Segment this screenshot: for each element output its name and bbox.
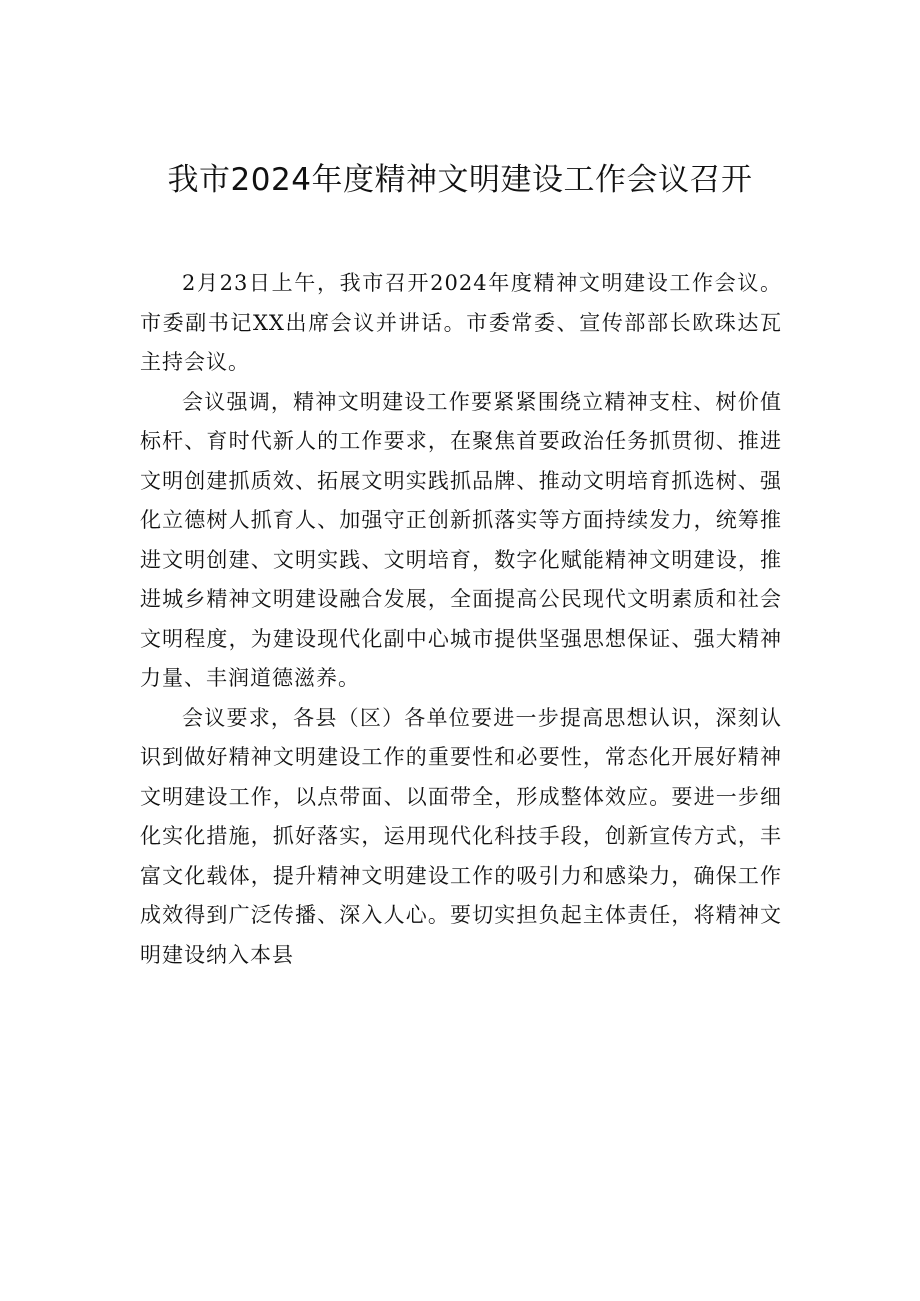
- document-body: [140, 264, 782, 975]
- paragraph-meeting-emphasis: 会议强调，精神文明建设工作要紧紧围绕立精神支柱、树价值标杆、育时代新人的工作要求，在聚焦首要政治任务抓贯彻、推进文明创建抓质效、拓展文明实践抓品牌、推动文明培育抓选树、强化立德树人抓育人、加强守正创新抓落实等方面持续发力，统筹推进文明创建、文明实践、文明培育，数字化赋能精神文明建设，推进城乡精神文明建设融合发展，全面提高公民现代文明素质和社会文明程度，为建设现代化副中心城市提供坚强思想保证、强大精神力量、丰润道德滋养。: [140, 389, 782, 690]
- document-title: 我市2024年度精神文明建设工作会议召开: [167, 162, 753, 198]
- paragraph-meeting-requirements: 会议要求，各县（区）各单位要进一步提高思想认识，深刻认识到做好精神文明建设工作的重要性和必要性，常态化开展好精神文明建设工作，以点带面、以面带全，形成整体效应。要进一步细化实化措施，抓好落实，运用现代化科技手段，创新宣传方式，丰富文化载体，提升精神文明建设工作的吸引力和感染力，确保工作成效得到广泛传播、深入人心。要切实担负起主体责任，将精神文明建设纳入本县: [140, 705, 782, 967]
- paragraph-meeting-intro: 2月23日上午，我市召开2024年度精神文明建设工作会议。市委副书记XX出席会议并讲话。市委常委、宣传部部长欧珠达瓦主持会议。: [140, 271, 782, 374]
